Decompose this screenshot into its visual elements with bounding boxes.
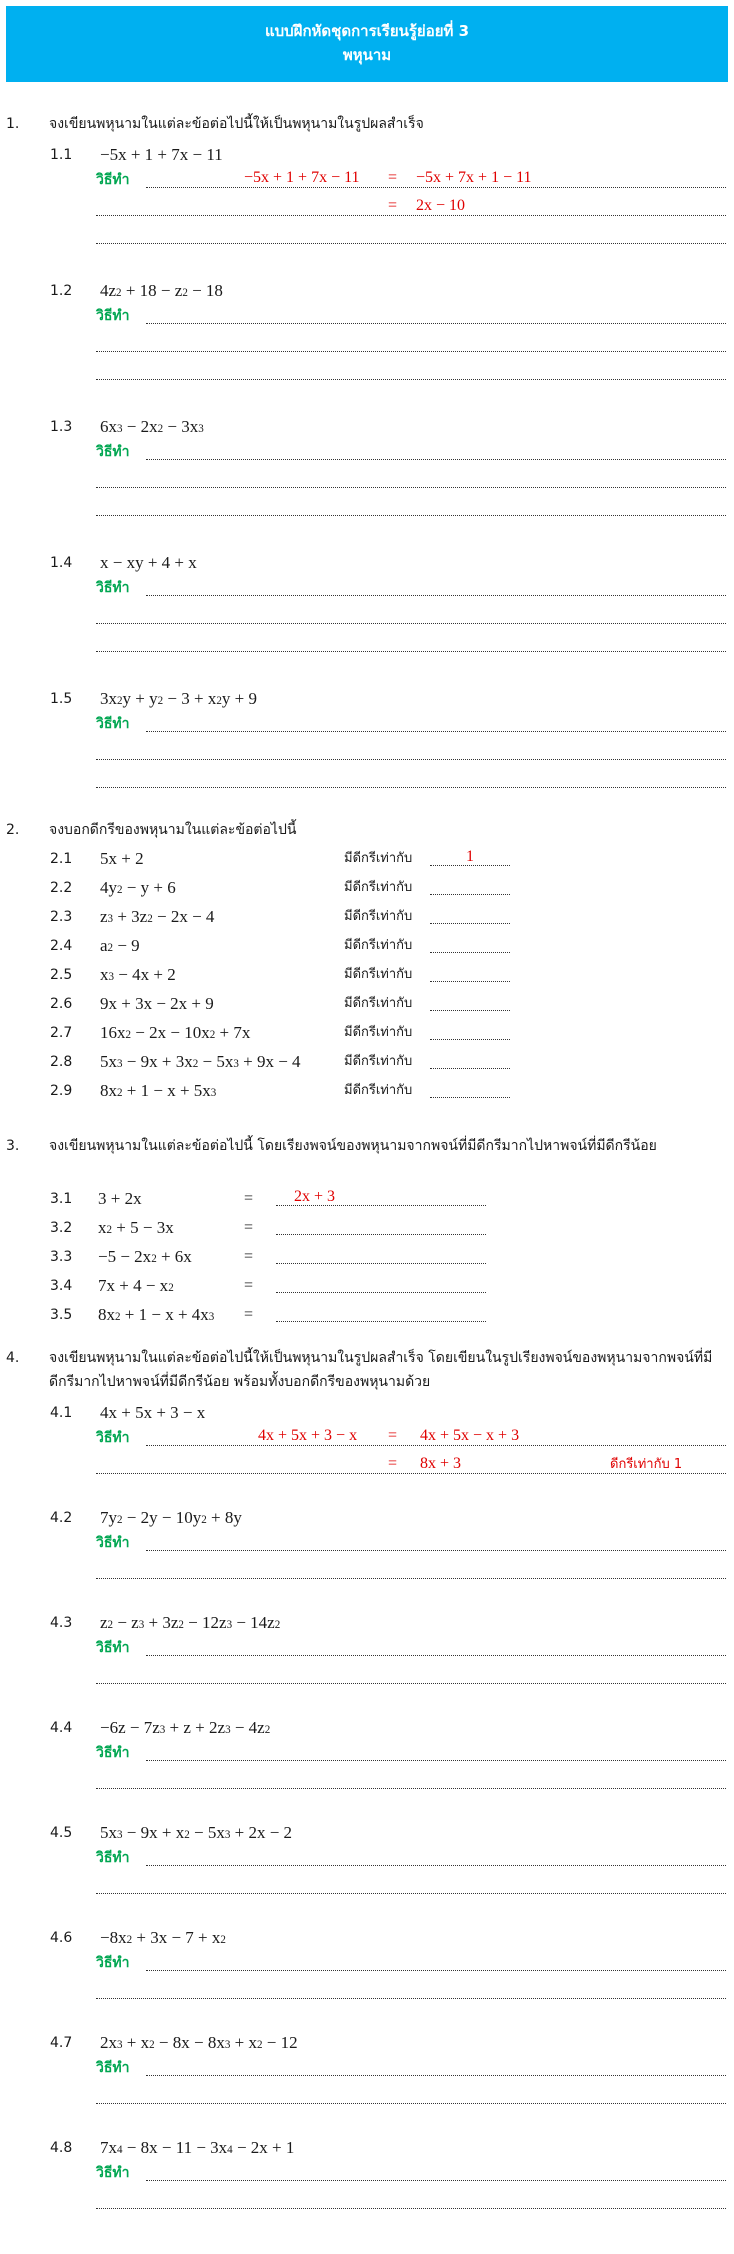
q4-heading [6, 1346, 728, 1394]
polynomial-expression: $4y^2 - y + 6$ [100, 878, 176, 897]
sub-question-number: 3.2 [50, 1220, 73, 1236]
sub-question-number: 4.3 [50, 1615, 73, 1631]
degree-answer-line[interactable] [430, 1097, 510, 1098]
answer-line[interactable] [276, 1292, 486, 1293]
ordered-answer: 2x + 3 [294, 1188, 336, 1205]
question-number: 2. [6, 822, 20, 838]
method-label: วิธีทำ [96, 1955, 130, 1971]
degree-answer-line[interactable] [430, 1039, 510, 1040]
answer-line[interactable] [96, 515, 726, 516]
answer-line[interactable] [96, 1893, 726, 1894]
degree-label: มีดีกรีเท่ากับ [344, 967, 413, 982]
polynomial-expression: 4x + 5x + 3 − x [100, 1403, 206, 1422]
sub-question-q1-1 [50, 142, 450, 168]
q3-heading [6, 1134, 728, 1182]
polynomial-expression: 5x + 2 [100, 849, 144, 868]
polynomial-expression: $z^2 - z^3 + 3z^2 - 12z^3 - 14z^2$ [100, 1613, 281, 1632]
answer-line[interactable] [96, 623, 726, 624]
degree-label: มีดีกรีเท่ากับ [344, 1083, 413, 1098]
degree-label: มีดีกรีเท่ากับ [344, 938, 413, 953]
question-text: จงบอกดีกรีของพหุนามในแต่ละข้อต่อไปนี้ [49, 822, 297, 838]
polynomial-expression: $-5 - 2x^2 + 6x$ [98, 1247, 192, 1266]
degree-answer-line[interactable] [430, 1068, 510, 1069]
polynomial-expression: $-6z - 7z^3 + z + 2z^3 - 4z^2$ [100, 1718, 271, 1737]
question-number: 4. [6, 1350, 20, 1366]
question-text: จงเขียนพหุนามในแต่ละข้อต่อไปนี้ โดยเรียงพจน์ของพหุนามจากพจน์ที่มีดีกรีมากไปหาพจน์ที่มีดีกรีน้อย [49, 1138, 657, 1154]
equals-sign: = [244, 1277, 254, 1294]
sub-question-q1-4 [50, 550, 450, 576]
sub-question-number: 2.9 [50, 1083, 73, 1099]
answer-line[interactable] [96, 1998, 726, 1999]
example-step2-rhs: 2x − 10 [416, 197, 466, 214]
polynomial-expression: x − xy + 4 + x [100, 553, 197, 572]
degree-answer-line[interactable] [430, 894, 510, 895]
polynomial-expression: $5x^3 - 9x + 3x^2 - 5x^3 + 9x - 4$ [100, 1052, 301, 1071]
polynomial-expression: 9x + 3x − 2x + 9 [100, 994, 214, 1013]
polynomial-expression: −5x + 1 + 7x − 11 [100, 145, 223, 164]
answer-line[interactable] [96, 1788, 726, 1789]
answer-line[interactable] [276, 1263, 486, 1264]
sub-question-number: 2.1 [50, 851, 73, 867]
worksheet-subtitle: พหุนาม [342, 46, 392, 64]
polynomial-expression: 3 + 2x [98, 1189, 142, 1208]
polynomial-expression: $5x^3 - 9x + x^2 - 5x^3 + 2x - 2$ [100, 1823, 293, 1842]
example-step1-rhs: −5x + 7x + 1 − 11 [416, 169, 532, 186]
method-label: วิธีทำ [96, 1745, 130, 1761]
example-equals: = [388, 1455, 398, 1472]
equals-sign: = [244, 1219, 254, 1236]
answer-line[interactable] [96, 2208, 726, 2209]
answer-line[interactable] [96, 2103, 726, 2104]
answer-line[interactable] [96, 1578, 726, 1579]
method-answer-line[interactable] [146, 2075, 726, 2076]
degree-label: มีดีกรีเท่ากับ [344, 880, 413, 895]
method-label: วิธีทำ [96, 2060, 130, 2076]
sub-question-number: 2.3 [50, 909, 73, 925]
polynomial-expression: $-8x^2 + 3x - 7 + x^2$ [100, 1928, 226, 1947]
degree-label: มีดีกรีเท่ากับ [344, 996, 413, 1011]
sub-question-number: 2.4 [50, 938, 73, 954]
sub-question-number: 2.2 [50, 880, 73, 896]
worksheet-header [6, 6, 728, 82]
sub-question-number: 1.1 [50, 147, 73, 163]
example-degree-note: ดีกรีเท่ากับ 1 [610, 1457, 683, 1472]
polynomial-expression: $a^2 - 9$ [100, 936, 140, 955]
method-label: วิธีทำ [96, 580, 130, 596]
answer-line[interactable] [276, 1234, 486, 1235]
q1-heading [6, 112, 728, 136]
question-text: จงเขียนพหุนามในแต่ละข้อต่อไปนี้ให้เป็นพหุนามในรูปผลสำเร็จ [49, 116, 424, 132]
method-answer-line[interactable] [146, 2180, 726, 2181]
method-answer-line[interactable] [146, 323, 726, 324]
equals-sign: = [244, 1248, 254, 1265]
degree-answer-line[interactable] [430, 952, 510, 953]
sub-question-number: 2.7 [50, 1025, 73, 1041]
degree-label: มีดีกรีเท่ากับ [344, 1054, 413, 1069]
example-step2-rhs: 8x + 3 [420, 1455, 462, 1472]
degree-answer-line[interactable] [430, 1010, 510, 1011]
method-label: วิธีทำ [96, 444, 130, 460]
sub-question-number: 3.4 [50, 1278, 73, 1294]
worksheet-title: แบบฝึกหัดชุดการเรียนรู้ย่อยที่ 3 [264, 22, 470, 40]
question-text: จงเขียนพหุนามในแต่ละข้อต่อไปนี้ให้เป็นพหุนามในรูปผลสำเร็จ โดยเขียนในรูปเรียงพจน์ของพหุนามจากพจน์ที่มีดีกรีมากไปหาพจน์ที่มีดีกรีน้อย พร้อมทั้งบอกดีกรีของพหุนามด้วย [49, 1350, 713, 1390]
example-step1-rhs: 4x + 5x − x + 3 [420, 1427, 520, 1444]
sub-question-q1-3 [50, 414, 450, 440]
method-label: วิธีทำ [96, 1430, 130, 1446]
method-answer-line[interactable] [146, 595, 726, 596]
polynomial-expression: $4z^2 + 18 - z^2 - 18$ [100, 281, 223, 300]
sub-question-q4-2 [50, 1505, 450, 1531]
sub-question-number: 4.1 [50, 1405, 73, 1421]
q2-heading [6, 818, 728, 842]
polynomial-expression: $7y^2 - 2y - 10y^2 + 8y$ [100, 1508, 242, 1527]
sub-question-number: 2.6 [50, 996, 73, 1012]
sub-question-q4-8 [50, 2135, 450, 2161]
polynomial-expression: $x^3 - 4x + 2$ [100, 965, 176, 984]
sub-question-number: 4.7 [50, 2035, 73, 2051]
method-answer-line[interactable] [146, 731, 726, 732]
sub-question-number: 4.6 [50, 1930, 73, 1946]
polynomial-expression: $8x^2 + 1 - x + 5x^3$ [100, 1081, 217, 1100]
sub-question-q4-4 [50, 1715, 450, 1741]
answer-line[interactable] [276, 1321, 486, 1322]
degree-label: มีดีกรีเท่ากับ [344, 851, 413, 866]
method-answer-line[interactable] [146, 459, 726, 460]
sub-question-number: 2.5 [50, 967, 73, 983]
sub-question-number: 4.5 [50, 1825, 73, 1841]
equals-sign: = [244, 1190, 254, 1207]
answer-line[interactable] [96, 487, 726, 488]
answer-line[interactable] [96, 379, 726, 380]
polynomial-expression: $z^3 + 3z^2 - 2x - 4$ [100, 907, 215, 926]
sub-question-q4-5 [50, 1820, 450, 1846]
method-answer-line[interactable] [146, 1760, 726, 1761]
sub-question-number: 3.5 [50, 1307, 73, 1323]
answer-line[interactable] [96, 1683, 726, 1684]
example-step1-lhs: −5x + 1 + 7x − 11 [244, 169, 360, 186]
degree-answer-line[interactable] [430, 981, 510, 982]
polynomial-expression: $2x^3 + x^2 - 8x - 8x^3 + x^2 - 12$ [100, 2033, 298, 2052]
sub-question-number: 4.2 [50, 1510, 73, 1526]
degree-answer-line[interactable] [430, 923, 510, 924]
sub-question-q1-5 [50, 686, 450, 712]
degree-answer: 1 [466, 848, 474, 865]
method-answer-line[interactable] [146, 1970, 726, 1971]
method-label: วิธีทำ [96, 2165, 130, 2181]
answer-line[interactable] [96, 215, 726, 216]
answer-line[interactable] [96, 787, 726, 788]
answer-line[interactable] [96, 651, 726, 652]
method-answer-line[interactable] [146, 1655, 726, 1656]
degree-label: มีดีกรีเท่ากับ [344, 1025, 413, 1040]
equals-sign: = [244, 1306, 254, 1323]
polynomial-expression: $x^2 + 5 - 3x$ [98, 1218, 174, 1237]
polynomial-expression: $6x^3 - 2x^2 - 3x^3$ [100, 417, 204, 436]
sub-question-number: 3.1 [50, 1191, 73, 1207]
polynomial-expression: $7x^4 - 8x - 11 - 3x^4 - 2x + 1$ [100, 2138, 295, 2157]
method-label: วิธีทำ [96, 308, 130, 324]
sub-question-number: 4.4 [50, 1720, 73, 1736]
polynomial-expression: $7x + 4 - x^2$ [98, 1276, 174, 1295]
method-answer-line[interactable] [146, 1550, 726, 1551]
polynomial-expression: $3x^2y + y^2 - 3 + x^2y + 9$ [100, 689, 257, 708]
example-step1-lhs: 4x + 5x + 3 − x [258, 1427, 358, 1444]
example-equals: = [388, 197, 398, 214]
sub-question-q4-3 [50, 1610, 450, 1636]
sub-question-number: 1.4 [50, 555, 73, 571]
example-equals: = [388, 1427, 398, 1444]
method-label: วิธีทำ [96, 1640, 130, 1656]
sub-question-q4-1 [50, 1400, 450, 1426]
answer-line[interactable] [96, 243, 726, 244]
polynomial-expression: $8x^2 + 1 - x + 4x^3$ [98, 1305, 215, 1324]
method-label: วิธีทำ [96, 172, 130, 188]
sub-question-q4-7 [50, 2030, 450, 2056]
sub-question-q4-6 [50, 1925, 450, 1951]
example-equals: = [388, 169, 398, 186]
method-answer-line[interactable] [146, 1865, 726, 1866]
sub-question-number: 1.3 [50, 419, 73, 435]
sub-question-number: 4.8 [50, 2140, 73, 2156]
method-label: วิธีทำ [96, 1850, 130, 1866]
method-label: วิธีทำ [96, 1535, 130, 1551]
method-label: วิธีทำ [96, 716, 130, 732]
degree-label: มีดีกรีเท่ากับ [344, 909, 413, 924]
answer-line[interactable] [96, 351, 726, 352]
sub-question-q1-2 [50, 278, 450, 304]
sub-question-number: 1.5 [50, 691, 73, 707]
sub-question-number: 1.2 [50, 283, 73, 299]
question-number: 3. [6, 1138, 20, 1154]
sub-question-number: 2.8 [50, 1054, 73, 1070]
answer-line[interactable] [96, 759, 726, 760]
polynomial-expression: $16x^2 - 2x - 10x^2 + 7x$ [100, 1023, 251, 1042]
sub-question-number: 3.3 [50, 1249, 73, 1265]
question-number: 1. [6, 116, 20, 132]
